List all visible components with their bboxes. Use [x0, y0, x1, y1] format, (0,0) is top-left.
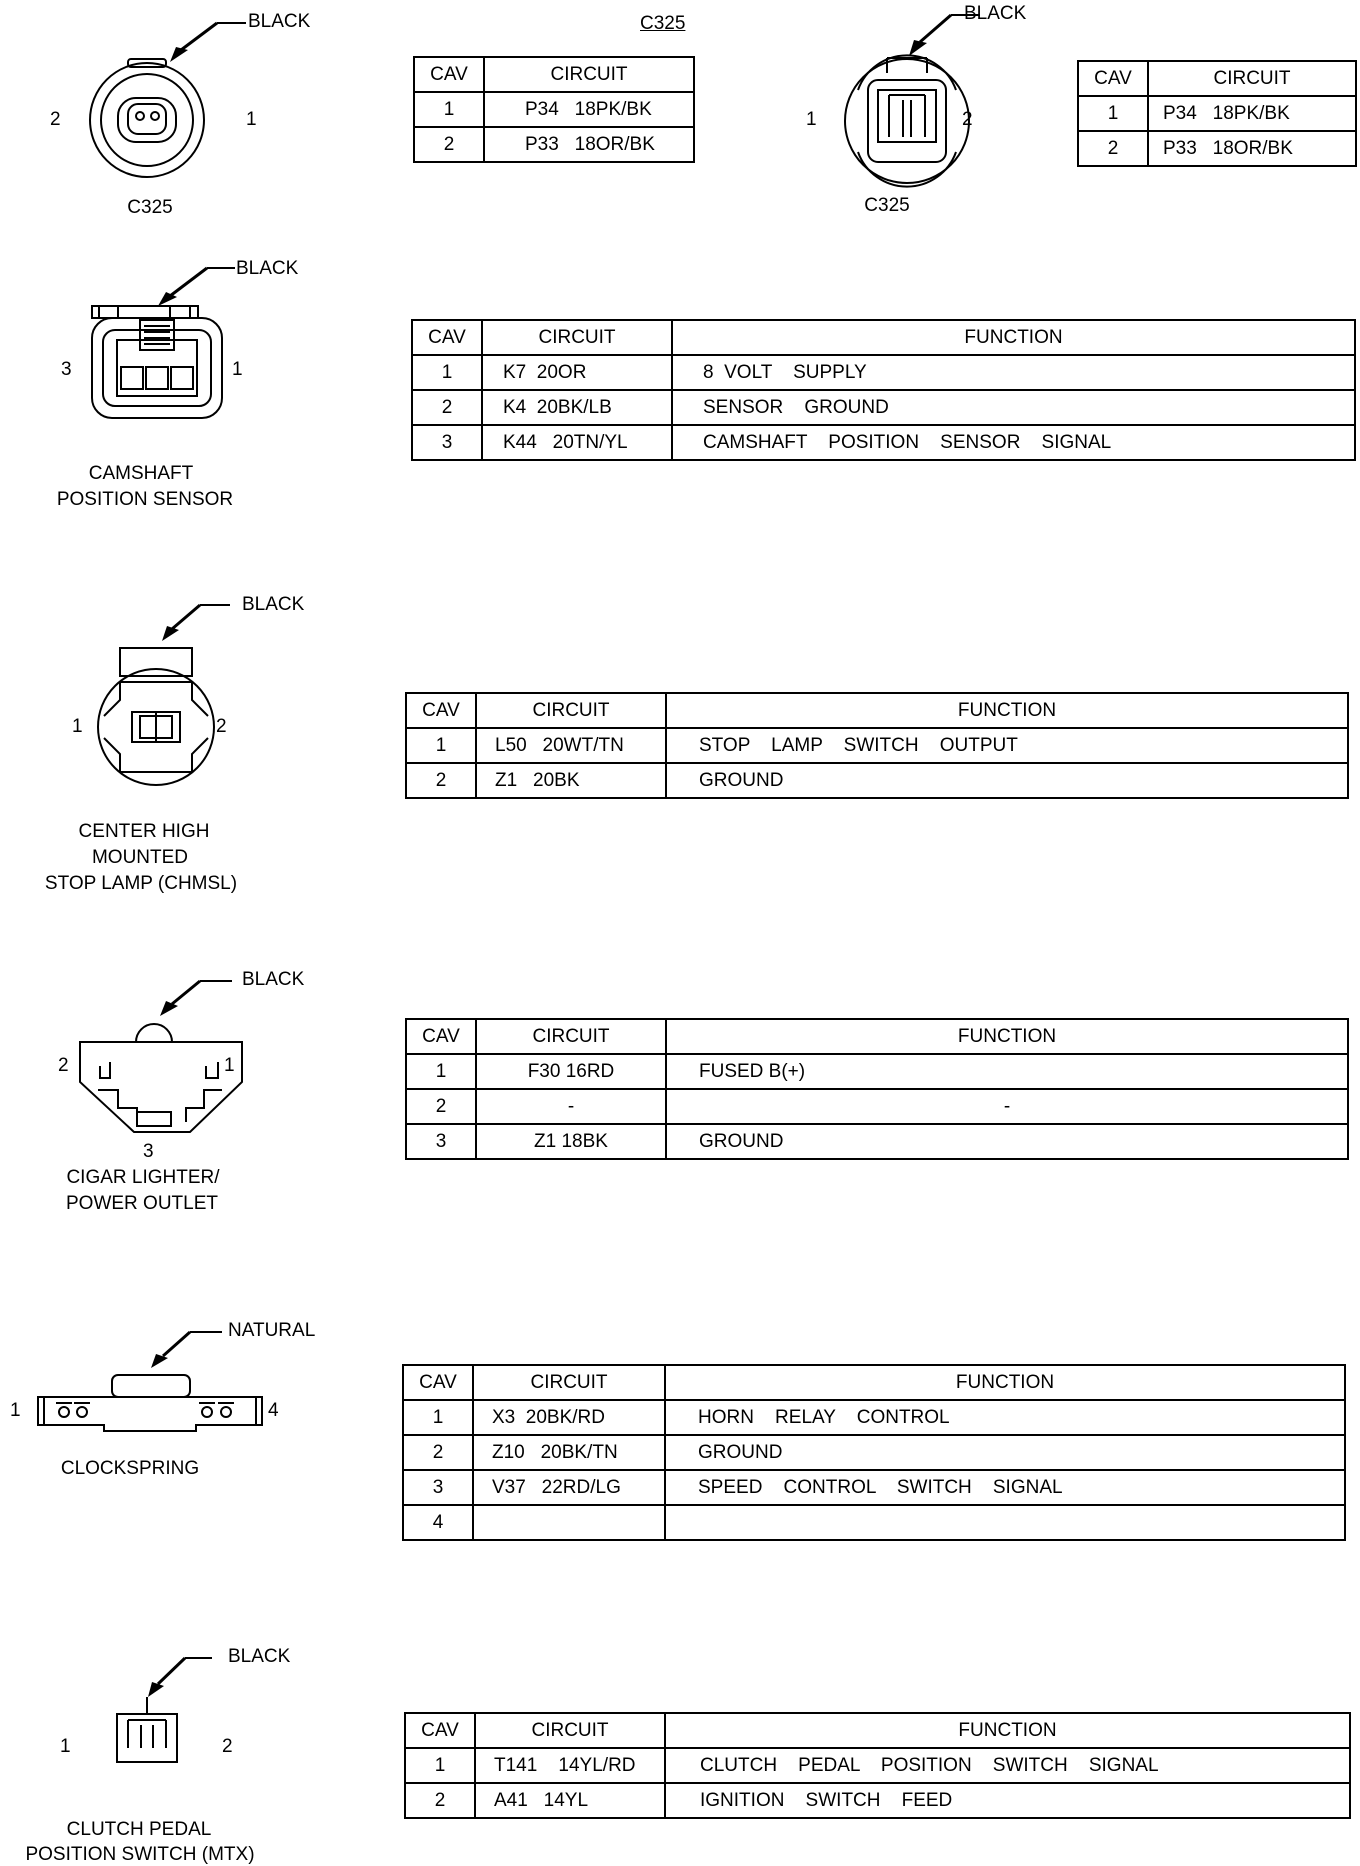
table-row [403, 1470, 1345, 1505]
table-cell: K7 20OR [482, 355, 672, 390]
chmsl-color-label: BLACK [242, 594, 305, 615]
table-cell: - [666, 1089, 1348, 1124]
table-header-cell: FUNCTION [666, 693, 1348, 728]
cigar-connector-name-line: POWER OUTLET [65, 1193, 219, 1214]
c325-left-pin-label: 1 [246, 109, 257, 130]
table-cell: SPEED CONTROL SWITCH SIGNAL [665, 1470, 1345, 1505]
table-header-row [406, 693, 1348, 728]
clockspring-connector-drawing [38, 1332, 262, 1431]
table-cell [665, 1505, 1345, 1540]
camshaft-pinout-table [411, 319, 1356, 461]
table-row [405, 1748, 1350, 1783]
table-cell: SENSOR GROUND [672, 390, 1355, 425]
c325-left-color-label: BLACK [248, 11, 311, 32]
camshaft-color-label: BLACK [236, 258, 299, 279]
table-cell: 3 [412, 425, 482, 460]
camshaft-pin-label: 1 [232, 359, 243, 380]
table-header-cell: FUNCTION [672, 320, 1355, 355]
table-cell: 1 [412, 355, 482, 390]
table-header-cell: CAV [1078, 61, 1148, 96]
table-cell: T141 14YL/RD [475, 1748, 665, 1783]
table-header-cell: CAV [414, 57, 484, 92]
cigar-pin-label: 3 [143, 1141, 154, 1162]
clockspring-pin-label: 1 [10, 1400, 21, 1421]
c325-left-connector-name: C325 [127, 197, 173, 218]
table-cell: 3 [403, 1470, 473, 1505]
chmsl-pin-label: 2 [216, 716, 227, 737]
table-cell: P33 18OR/BK [484, 127, 694, 162]
table-header-row [406, 1019, 1348, 1054]
table-row [414, 92, 694, 127]
table-cell: GROUND [666, 763, 1348, 798]
table-header-cell: CIRCUIT [476, 1019, 666, 1054]
table-header-row [403, 1365, 1345, 1400]
chmsl-connector-name-line: CENTER HIGH [78, 821, 210, 842]
table-cell: 1 [403, 1400, 473, 1435]
clutch-connector-name-line: POSITION SWITCH (MTX) [25, 1844, 255, 1865]
clutch-connector-drawing [117, 1658, 212, 1762]
table-cell: 2 [405, 1783, 475, 1818]
clutch-color-label: BLACK [228, 1646, 291, 1667]
c325-left-connector-drawing [90, 23, 246, 177]
table-row [414, 127, 694, 162]
table-row [412, 390, 1355, 425]
table-header-cell: FUNCTION [665, 1713, 1350, 1748]
table-row [403, 1435, 1345, 1470]
cigar-pinout-table [405, 1018, 1349, 1160]
table-header-cell: CIRCUIT [475, 1713, 665, 1748]
table-header-cell: CIRCUIT [1148, 61, 1356, 96]
cigar-pin-label: 1 [224, 1055, 235, 1076]
camshaft-connector-name-line: POSITION SENSOR [56, 489, 234, 510]
table-header-cell: CAV [406, 693, 476, 728]
table-header-cell: FUNCTION [665, 1365, 1345, 1400]
table-cell: F30 16RD [476, 1054, 666, 1089]
table-row [406, 1124, 1348, 1159]
table-cell: - [476, 1089, 666, 1124]
table-row [406, 1054, 1348, 1089]
table-cell: V37 22RD/LG [473, 1470, 665, 1505]
table-header-cell: CIRCUIT [482, 320, 672, 355]
cigar-lighter-connector-drawing [80, 981, 242, 1132]
table-cell: 2 [406, 763, 476, 798]
table-cell: 4 [403, 1505, 473, 1540]
table-row [403, 1505, 1345, 1540]
table-row [405, 1783, 1350, 1818]
table-cell: 8 VOLT SUPPLY [672, 355, 1355, 390]
table-row [406, 1089, 1348, 1124]
table-header-cell: FUNCTION [666, 1019, 1348, 1054]
table-header-cell: CIRCUIT [473, 1365, 665, 1400]
table-row [412, 425, 1355, 460]
table-header-cell: CAV [406, 1019, 476, 1054]
chmsl-connector-drawing [98, 605, 230, 785]
table-header-cell: CAV [412, 320, 482, 355]
c325-left-pinout-table [413, 56, 695, 163]
table-cell: Z10 20BK/TN [473, 1435, 665, 1470]
c325-right-pin-label: 1 [806, 109, 817, 130]
table-header-row [1078, 61, 1356, 96]
table-row [403, 1400, 1345, 1435]
c325-right-connector-drawing [845, 15, 980, 187]
table-cell: 2 [412, 390, 482, 425]
c325-left-pin-label: 2 [50, 109, 61, 130]
table-header-row [405, 1713, 1350, 1748]
clutch-pinout-table [404, 1712, 1351, 1819]
chmsl-pin-label: 1 [72, 716, 83, 737]
table-cell: 2 [1078, 131, 1148, 166]
table-cell: GROUND [665, 1435, 1345, 1470]
table-header-cell: CAV [405, 1713, 475, 1748]
table-row [412, 355, 1355, 390]
table-cell: 2 [403, 1435, 473, 1470]
table-cell: 1 [414, 92, 484, 127]
table-cell: K4 20BK/LB [482, 390, 672, 425]
clutch-pin-label: 2 [222, 1736, 233, 1757]
table-cell: GROUND [666, 1124, 1348, 1159]
table-cell: CLUTCH PEDAL POSITION SWITCH SIGNAL [665, 1748, 1350, 1783]
table-cell: STOP LAMP SWITCH OUTPUT [666, 728, 1348, 763]
camshaft-connector-name-line: CAMSHAFT [88, 463, 194, 484]
table-row [406, 763, 1348, 798]
table-cell: X3 20BK/RD [473, 1400, 665, 1435]
table-header-cell: CIRCUIT [484, 57, 694, 92]
table-cell: 1 [405, 1748, 475, 1783]
clockspring-pin-label: 4 [268, 1400, 279, 1421]
table-cell: P34 18PK/BK [484, 92, 694, 127]
clockspring-pinout-table [402, 1364, 1346, 1541]
table-row [406, 728, 1348, 763]
cigar-connector-name-line: CIGAR LIGHTER/ [66, 1167, 220, 1188]
camshaft-connector-drawing [92, 268, 235, 418]
table-cell: 2 [406, 1089, 476, 1124]
cigar-pin-label: 2 [58, 1055, 69, 1076]
table-cell: 1 [406, 1054, 476, 1089]
table-cell: Z1 18BK [476, 1124, 666, 1159]
table-cell: P33 18OR/BK [1148, 131, 1356, 166]
table-cell [473, 1505, 665, 1540]
c325-table-heading: C325 [640, 13, 686, 34]
table-header-cell: CIRCUIT [476, 693, 666, 728]
camshaft-pin-label: 3 [61, 359, 72, 380]
c325-right-pin-label: 2 [962, 109, 973, 130]
cigar-color-label: BLACK [242, 969, 305, 990]
table-cell: 3 [406, 1124, 476, 1159]
table-cell: FUSED B(+) [666, 1054, 1348, 1089]
table-header-cell: CAV [403, 1365, 473, 1400]
chmsl-connector-name-line: STOP LAMP (CHMSL) [44, 873, 238, 894]
c325-right-connector-name: C325 [864, 195, 910, 216]
clockspring-connector-name: CLOCKSPRING [60, 1458, 200, 1479]
table-cell: Z1 20BK [476, 763, 666, 798]
table-header-row [412, 320, 1355, 355]
clutch-connector-name-line: CLUTCH PEDAL [66, 1819, 212, 1840]
c325-right-pinout-table [1077, 60, 1357, 167]
table-header-row [414, 57, 694, 92]
table-cell: IGNITION SWITCH FEED [665, 1783, 1350, 1818]
table-cell: HORN RELAY CONTROL [665, 1400, 1345, 1435]
table-cell: A41 14YL [475, 1783, 665, 1818]
c325-right-color-label: BLACK [964, 3, 1027, 24]
table-cell: P34 18PK/BK [1148, 96, 1356, 131]
table-cell: L50 20WT/TN [476, 728, 666, 763]
table-cell: 1 [406, 728, 476, 763]
table-cell: 1 [1078, 96, 1148, 131]
table-cell: K44 20TN/YL [482, 425, 672, 460]
table-row [1078, 131, 1356, 166]
clutch-pin-label: 1 [60, 1736, 71, 1757]
table-cell: 2 [414, 127, 484, 162]
clockspring-color-label: NATURAL [228, 1320, 316, 1341]
table-row [1078, 96, 1356, 131]
table-cell: CAMSHAFT POSITION SENSOR SIGNAL [672, 425, 1355, 460]
chmsl-pinout-table [405, 692, 1349, 799]
chmsl-connector-name-line: MOUNTED [91, 847, 189, 868]
